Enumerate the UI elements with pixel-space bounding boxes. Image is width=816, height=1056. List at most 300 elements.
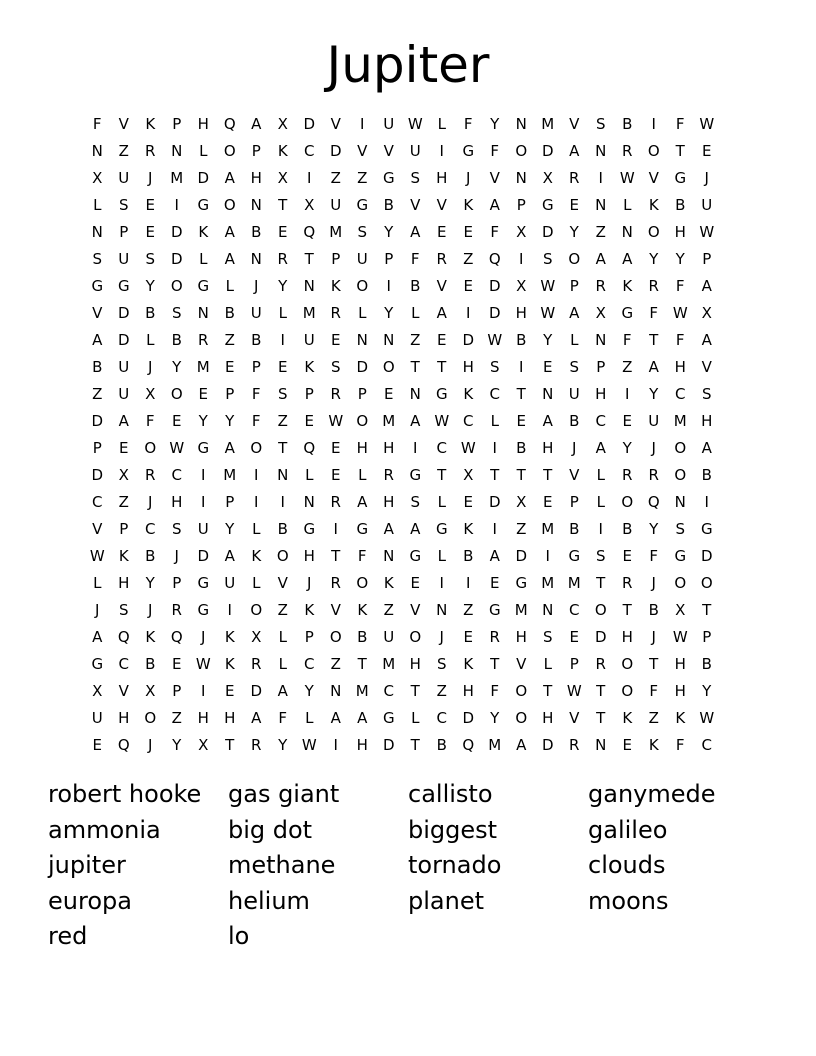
grid-letter: B (410, 277, 421, 295)
grid-letter: L (437, 493, 446, 511)
grid-letter: F (622, 331, 632, 349)
word-bank-item: galileo (588, 815, 668, 844)
grid-letter: P (92, 439, 102, 457)
grid-letter: A (251, 115, 262, 133)
grid-letter: H (515, 304, 527, 322)
word-bank (48, 777, 788, 955)
grid-letter: O (621, 493, 634, 511)
grid-letter: A (595, 250, 606, 268)
grid-letter: U (118, 250, 130, 268)
grid-letter: Y (304, 682, 314, 700)
grid-letter: X (701, 304, 712, 322)
grid-letter: Y (145, 277, 155, 295)
grid-letter: J (254, 277, 259, 295)
grid-letter: M (514, 601, 528, 619)
grid-letter: B (145, 655, 156, 673)
grid-letter: K (304, 601, 315, 619)
grid-letter: Z (383, 601, 394, 619)
grid-letter: D (117, 304, 130, 322)
grid-letter: G (197, 574, 210, 592)
grid-letter: W (301, 736, 317, 754)
grid-letter: T (357, 655, 367, 673)
grid-letter: A (410, 223, 421, 241)
grid-letter: D (488, 277, 501, 295)
grid-letter: S (118, 196, 129, 214)
grid-letter: I (598, 520, 603, 538)
grid-letter: R (330, 304, 341, 322)
grid-letter: E (119, 439, 129, 457)
grid-letter: Z (330, 169, 341, 187)
grid-letter: I (254, 493, 259, 511)
grid-letter: A (569, 304, 580, 322)
grid-letter: N (595, 331, 607, 349)
grid-letter: B (251, 331, 262, 349)
grid-letter: V (701, 358, 712, 376)
grid-letter: P (516, 196, 526, 214)
grid-letter: Y (649, 385, 659, 403)
grid-letter: D (488, 493, 501, 511)
grid-letter: F (490, 223, 500, 241)
grid-letter: Y (490, 709, 500, 727)
grid-letter: E (543, 358, 553, 376)
grid-letter: W (328, 412, 344, 430)
grid-letter: U (330, 196, 342, 214)
grid-letter: V (118, 682, 129, 700)
grid-letter: K (198, 223, 209, 241)
grid-letter: R (277, 250, 288, 268)
grid-letter: M (541, 115, 555, 133)
grid-letter: E (410, 574, 420, 592)
grid-letter: K (277, 142, 288, 160)
grid-letter: B (622, 115, 633, 133)
grid-letter: R (595, 655, 606, 673)
grid-letter: Z (357, 169, 368, 187)
grid-letter: N (250, 250, 262, 268)
grid-letter: G (303, 520, 316, 538)
letter-grid (84, 111, 720, 759)
grid-letter: J (572, 439, 577, 457)
grid-letter: P (304, 628, 314, 646)
grid-letter: E (331, 331, 341, 349)
grid-letter: T (304, 250, 314, 268)
grid-letter: L (252, 574, 261, 592)
grid-letter: I (466, 574, 471, 592)
grid-letter: B (648, 601, 659, 619)
grid-letter: N (515, 115, 527, 133)
grid-row (84, 192, 720, 219)
grid-row (84, 705, 720, 732)
grid-letter: G (515, 574, 528, 592)
grid-letter: B (251, 223, 262, 241)
grid-letter: H (621, 628, 633, 646)
word-bank-item: tornado (408, 851, 502, 879)
grid-letter: D (197, 169, 210, 187)
grid-letter: O (621, 682, 634, 700)
grid-letter: P (251, 358, 261, 376)
grid-letter: I (519, 250, 524, 268)
grid-letter: L (411, 304, 420, 322)
grid-letter: A (92, 331, 103, 349)
grid-letter: M (382, 412, 396, 430)
grid-letter: L (623, 196, 632, 214)
grid-letter: A (357, 709, 368, 727)
grid-letter: C (569, 601, 580, 619)
grid-letter: G (91, 655, 104, 673)
grid-letter: X (92, 169, 103, 187)
grid-letter: H (462, 358, 474, 376)
grid-letter: D (91, 466, 104, 484)
grid-letter: Q (303, 223, 316, 241)
grid-letter: O (568, 250, 581, 268)
grid-letter: D (303, 115, 316, 133)
word-bank-item: clouds (588, 851, 666, 879)
grid-letter: L (93, 574, 102, 592)
grid-letter: P (119, 520, 129, 538)
grid-letter: L (305, 709, 314, 727)
grid-letter: F (649, 682, 659, 700)
grid-letter: O (356, 412, 369, 430)
grid-letter: Z (118, 142, 129, 160)
grid-letter: I (439, 142, 444, 160)
grid-letter: P (172, 574, 182, 592)
grid-letter: J (439, 628, 444, 646)
grid-letter: O (647, 142, 660, 160)
grid-letter: I (545, 547, 550, 565)
grid-letter: G (197, 196, 210, 214)
grid-letter: O (382, 358, 395, 376)
grid-letter: T (225, 736, 235, 754)
grid-letter: D (462, 331, 475, 349)
grid-letter: B (569, 520, 580, 538)
grid-letter: T (410, 358, 420, 376)
grid-letter: A (622, 250, 633, 268)
grid-letter: Q (647, 493, 660, 511)
grid-letter: X (198, 736, 209, 754)
grid-row (84, 327, 720, 354)
grid-letter: G (700, 520, 713, 538)
grid-letter: O (515, 142, 528, 160)
grid-letter: C (489, 385, 500, 403)
grid-letter: X (145, 385, 156, 403)
grid-letter: W (434, 412, 450, 430)
grid-letter: L (570, 331, 579, 349)
grid-row (84, 678, 720, 705)
word-bank-item: red (48, 922, 88, 950)
grid-letter: A (224, 547, 235, 565)
grid-letter: N (171, 142, 183, 160)
grid-letter: G (356, 196, 369, 214)
grid-letter: E (225, 682, 235, 700)
grid-letter: S (542, 628, 553, 646)
grid-letter: K (224, 628, 235, 646)
grid-letter: Q (303, 439, 316, 457)
grid-letter: I (598, 169, 603, 187)
grid-letter: M (541, 520, 555, 538)
grid-letter: B (383, 196, 394, 214)
grid-letter: W (672, 628, 688, 646)
grid-letter: Y (278, 277, 288, 295)
grid-letter: F (251, 385, 261, 403)
grid-letter: A (224, 439, 235, 457)
grid-row (84, 651, 720, 678)
grid-letter: R (489, 628, 500, 646)
grid-letter: W (89, 547, 105, 565)
grid-letter: L (596, 466, 605, 484)
grid-row (84, 246, 720, 273)
grid-letter: B (224, 304, 235, 322)
grid-letter: T (278, 196, 288, 214)
grid-letter: I (333, 736, 338, 754)
grid-letter: E (463, 223, 473, 241)
grid-letter: J (466, 169, 471, 187)
word-bank-item: helium (228, 886, 310, 915)
grid-letter: Y (622, 439, 632, 457)
grid-letter: I (254, 466, 259, 484)
grid-letter: O (674, 466, 687, 484)
grid-letter: A (489, 196, 500, 214)
grid-letter: H (118, 709, 130, 727)
grid-letter: I (413, 439, 418, 457)
grid-letter: L (252, 520, 261, 538)
grid-letter: Q (462, 736, 475, 754)
grid-letter: T (675, 142, 685, 160)
grid-letter: E (490, 574, 500, 592)
grid-letter: N (91, 223, 103, 241)
grid-letter: W (540, 304, 556, 322)
grid-letter: D (170, 223, 183, 241)
grid-letter: A (224, 169, 235, 187)
grid-letter: G (674, 547, 687, 565)
grid-letter: W (407, 115, 423, 133)
grid-letter: P (384, 250, 394, 268)
grid-letter: M (302, 304, 316, 322)
grid-letter: O (409, 628, 422, 646)
grid-letter: N (674, 493, 686, 511)
grid-letter: D (462, 709, 475, 727)
grid-letter: B (92, 358, 103, 376)
grid-letter: K (304, 358, 315, 376)
grid-letter: E (225, 358, 235, 376)
grid-letter: Y (172, 358, 182, 376)
grid-letter: H (224, 709, 236, 727)
grid-letter: R (330, 574, 341, 592)
grid-letter: Y (145, 574, 155, 592)
grid-letter: N (409, 385, 421, 403)
grid-letter: J (651, 574, 656, 592)
grid-letter: B (145, 547, 156, 565)
grid-letter: V (569, 466, 580, 484)
grid-letter: B (675, 196, 686, 214)
grid-letter: W (487, 331, 503, 349)
grid-letter: A (277, 682, 288, 700)
grid-letter: N (436, 601, 448, 619)
grid-letter: T (543, 466, 553, 484)
grid-letter: G (197, 277, 210, 295)
grid-letter: Y (569, 223, 579, 241)
grid-letter: D (488, 304, 501, 322)
grid-letter: C (463, 412, 474, 430)
grid-letter: P (357, 385, 367, 403)
grid-letter: Z (118, 493, 129, 511)
word-bank-item: moons (588, 886, 669, 915)
grid-letter: H (409, 655, 421, 673)
grid-letter: Y (225, 412, 235, 430)
grid-letter: A (224, 250, 235, 268)
grid-letter: B (145, 304, 156, 322)
grid-letter: A (648, 358, 659, 376)
grid-letter: U (356, 250, 368, 268)
grid-letter: Y (172, 736, 182, 754)
grid-letter: H (701, 412, 713, 430)
grid-letter: U (568, 385, 580, 403)
grid-letter: L (93, 196, 102, 214)
grid-letter: V (436, 277, 447, 295)
grid-letter: H (674, 223, 686, 241)
grid-letter: T (490, 466, 500, 484)
grid-letter: A (701, 439, 712, 457)
grid-letter: Z (516, 520, 527, 538)
grid-letter: G (568, 547, 581, 565)
grid-letter: P (225, 385, 235, 403)
grid-letter: G (382, 169, 395, 187)
grid-letter: T (437, 358, 447, 376)
grid-letter: V (569, 709, 580, 727)
grid-letter: O (674, 439, 687, 457)
grid-letter: E (304, 412, 314, 430)
grid-letter: R (648, 277, 659, 295)
word-bank-item: callisto (408, 780, 493, 808)
grid-row (84, 138, 720, 165)
grid-letter: Y (702, 682, 712, 700)
grid-letter: M (170, 169, 184, 187)
grid-letter: Z (277, 412, 288, 430)
grid-letter: D (515, 547, 528, 565)
grid-letter: D (541, 142, 554, 160)
grid-letter: G (356, 520, 369, 538)
grid-letter: C (701, 736, 712, 754)
grid-letter: Z (463, 250, 474, 268)
grid-letter: Z (436, 682, 447, 700)
grid-letter: H (250, 169, 262, 187)
grid-letter: Y (384, 223, 394, 241)
grid-row (84, 489, 720, 516)
grid-letter: S (595, 547, 606, 565)
grid-letter: B (463, 547, 474, 565)
grid-letter: R (648, 466, 659, 484)
grid-letter: K (118, 547, 129, 565)
grid-letter: N (197, 304, 209, 322)
grid-letter: A (436, 304, 447, 322)
grid-letter: J (201, 628, 206, 646)
word-bank-item: gas giant (228, 780, 340, 808)
grid-letter: X (304, 196, 315, 214)
grid-letter: K (463, 520, 474, 538)
grid-letter: A (118, 412, 129, 430)
grid-letter: D (700, 547, 713, 565)
grid-letter: T (649, 331, 659, 349)
grid-letter: S (701, 385, 712, 403)
grid-letter: D (541, 736, 554, 754)
grid-letter: X (251, 628, 262, 646)
grid-letter: G (91, 277, 104, 295)
grid-letter: K (383, 574, 394, 592)
grid-letter: H (171, 493, 183, 511)
grid-letter: K (224, 655, 235, 673)
grid-letter: K (145, 115, 156, 133)
grid-row (84, 300, 720, 327)
grid-letter: N (515, 169, 527, 187)
grid-letter: N (91, 142, 103, 160)
grid-letter: L (543, 655, 552, 673)
grid-letter: F (357, 547, 367, 565)
grid-letter: W (169, 439, 185, 457)
grid-letter: G (435, 520, 448, 538)
grid-letter: I (174, 196, 179, 214)
grid-letter: V (92, 304, 103, 322)
word-bank-item: big dot (228, 815, 313, 844)
grid-letter: S (542, 250, 553, 268)
grid-letter: X (463, 466, 474, 484)
grid-letter: R (251, 655, 262, 673)
grid-letter: I (333, 520, 338, 538)
grid-letter: T (410, 736, 420, 754)
grid-letter: Q (223, 115, 236, 133)
grid-letter: H (462, 682, 474, 700)
grid-letter: D (382, 736, 395, 754)
puzzle-title: Jupiter (326, 36, 490, 94)
grid-letter: R (145, 466, 156, 484)
grid-letter: L (305, 466, 314, 484)
grid-letter: O (356, 574, 369, 592)
grid-letter: W (672, 304, 688, 322)
grid-letter: Y (198, 412, 208, 430)
grid-letter: E (331, 466, 341, 484)
grid-letter: U (250, 304, 262, 322)
grid-letter: A (595, 439, 606, 457)
grid-letter: M (196, 358, 210, 376)
grid-letter: U (224, 574, 236, 592)
grid-letter: Q (117, 628, 130, 646)
grid-letter: W (699, 115, 715, 133)
grid-letter: D (250, 682, 263, 700)
grid-letter: T (410, 682, 420, 700)
grid-letter: H (436, 169, 448, 187)
grid-letter: G (462, 142, 475, 160)
grid-letter: S (489, 358, 500, 376)
grid-letter: E (198, 385, 208, 403)
grid-letter: U (701, 196, 713, 214)
grid-letter: H (303, 547, 315, 565)
grid-letter: N (621, 223, 633, 241)
grid-letter: O (144, 709, 157, 727)
grid-letter: J (651, 439, 656, 457)
grid-row (84, 219, 720, 246)
grid-letter: S (118, 601, 129, 619)
grid-letter: C (436, 709, 447, 727)
grid-letter: H (383, 493, 395, 511)
grid-letter: V (330, 601, 341, 619)
grid-letter: A (701, 331, 712, 349)
grid-letter: S (145, 250, 156, 268)
grid-letter: H (383, 439, 395, 457)
grid-letter: K (463, 655, 474, 673)
word-bank-item: lo (228, 922, 250, 950)
grid-letter: B (516, 439, 527, 457)
grid-letter: I (651, 115, 656, 133)
grid-letter: H (356, 439, 368, 457)
grid-letter: N (595, 196, 607, 214)
grid-letter: A (542, 412, 553, 430)
